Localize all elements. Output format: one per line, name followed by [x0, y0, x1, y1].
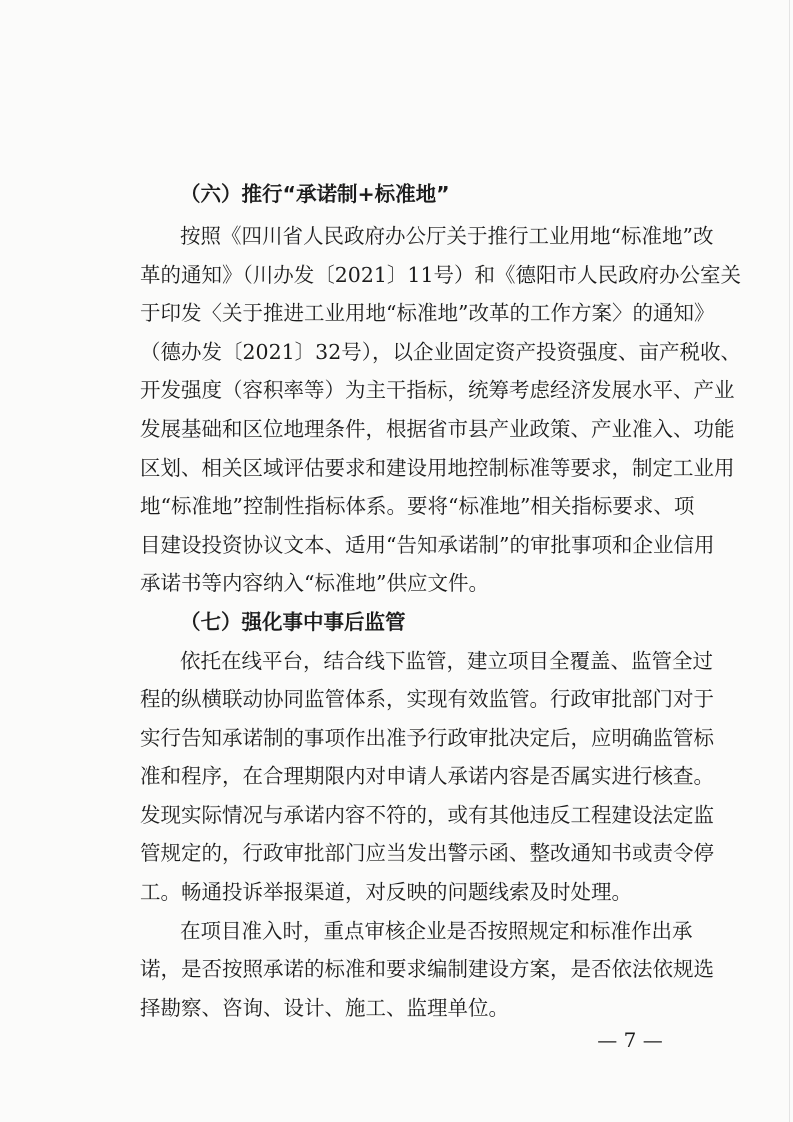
paragraph-line: 实行告知承诺制的事项作出准予行政审批决定后，应明确监管标: [140, 726, 714, 750]
paragraph-line: 地“标准地”控制性指标体系。要将“标准地”相关指标要求、项: [140, 494, 695, 518]
paragraph-line: 按照《四川省人民政府办公厅关于推行工业用地“标准地”改: [180, 224, 714, 248]
paragraph-line: （德办发〔2021〕32号），以企业固定资产投资强度、亩产税收、: [140, 340, 742, 364]
section-heading-6: （六）推行“承诺制+标准地”: [180, 182, 450, 206]
paragraph-line: 依托在线平台，结合线下监管，建立项目全覆盖、监管全过: [180, 649, 713, 673]
paragraph-line: 择勘察、咨询、设计、施工、监理单位。: [140, 996, 509, 1020]
section-heading-7: （七）强化事中事后监管: [180, 610, 406, 634]
paragraph-line: 区划、相关区域评估要求和建设用地控制标准等要求，制定工业用: [140, 456, 735, 480]
paragraph-line: 程的纵横联动协同监管体系，实现有效监管。行政审批部门对于: [140, 687, 714, 711]
paragraph-line: 承诺书等内容纳入“标准地”供应文件。: [140, 571, 489, 595]
paragraph-line: 于印发〈关于推进工业用地“标准地”改革的工作方案〉的通知》: [140, 301, 715, 325]
paragraph-line: 工。畅通投诉举报渠道，对反映的问题线索及时处理。: [140, 880, 632, 904]
paragraph-line: 开发强度（容积率等）为主干指标，统筹考虑经济发展水平、产业: [140, 378, 735, 402]
paragraph-line: 目建设投资协议文本、适用“告知承诺制”的审批事项和企业信用: [140, 533, 715, 557]
paragraph-line: 管规定的，行政审批部门应当发出警示函、整改通知书或责令停: [140, 841, 714, 865]
paragraph-line: 诺，是否按照承诺的标准和要求编制建设方案，是否依法依规选: [140, 957, 714, 981]
page-number: — 7 —: [597, 1028, 663, 1052]
scan-edge: [789, 0, 790, 1122]
paragraph-line: 准和程序，在合理期限内对申请人承诺内容是否属实进行核查。: [140, 764, 714, 788]
paragraph-line: 发现实际情况与承诺内容不符的，或有其他违反工程建设法定监: [140, 803, 714, 827]
paragraph-line: 在项目准入时，重点审核企业是否按照规定和标准作出承: [180, 919, 693, 943]
paragraph-line: 革的通知》（川办发〔2021〕11号）和《德阳市人民政府办公室关: [140, 263, 742, 287]
paragraph-line: 发展基础和区位地理条件，根据省市县产业政策、产业准入、功能: [140, 417, 735, 441]
